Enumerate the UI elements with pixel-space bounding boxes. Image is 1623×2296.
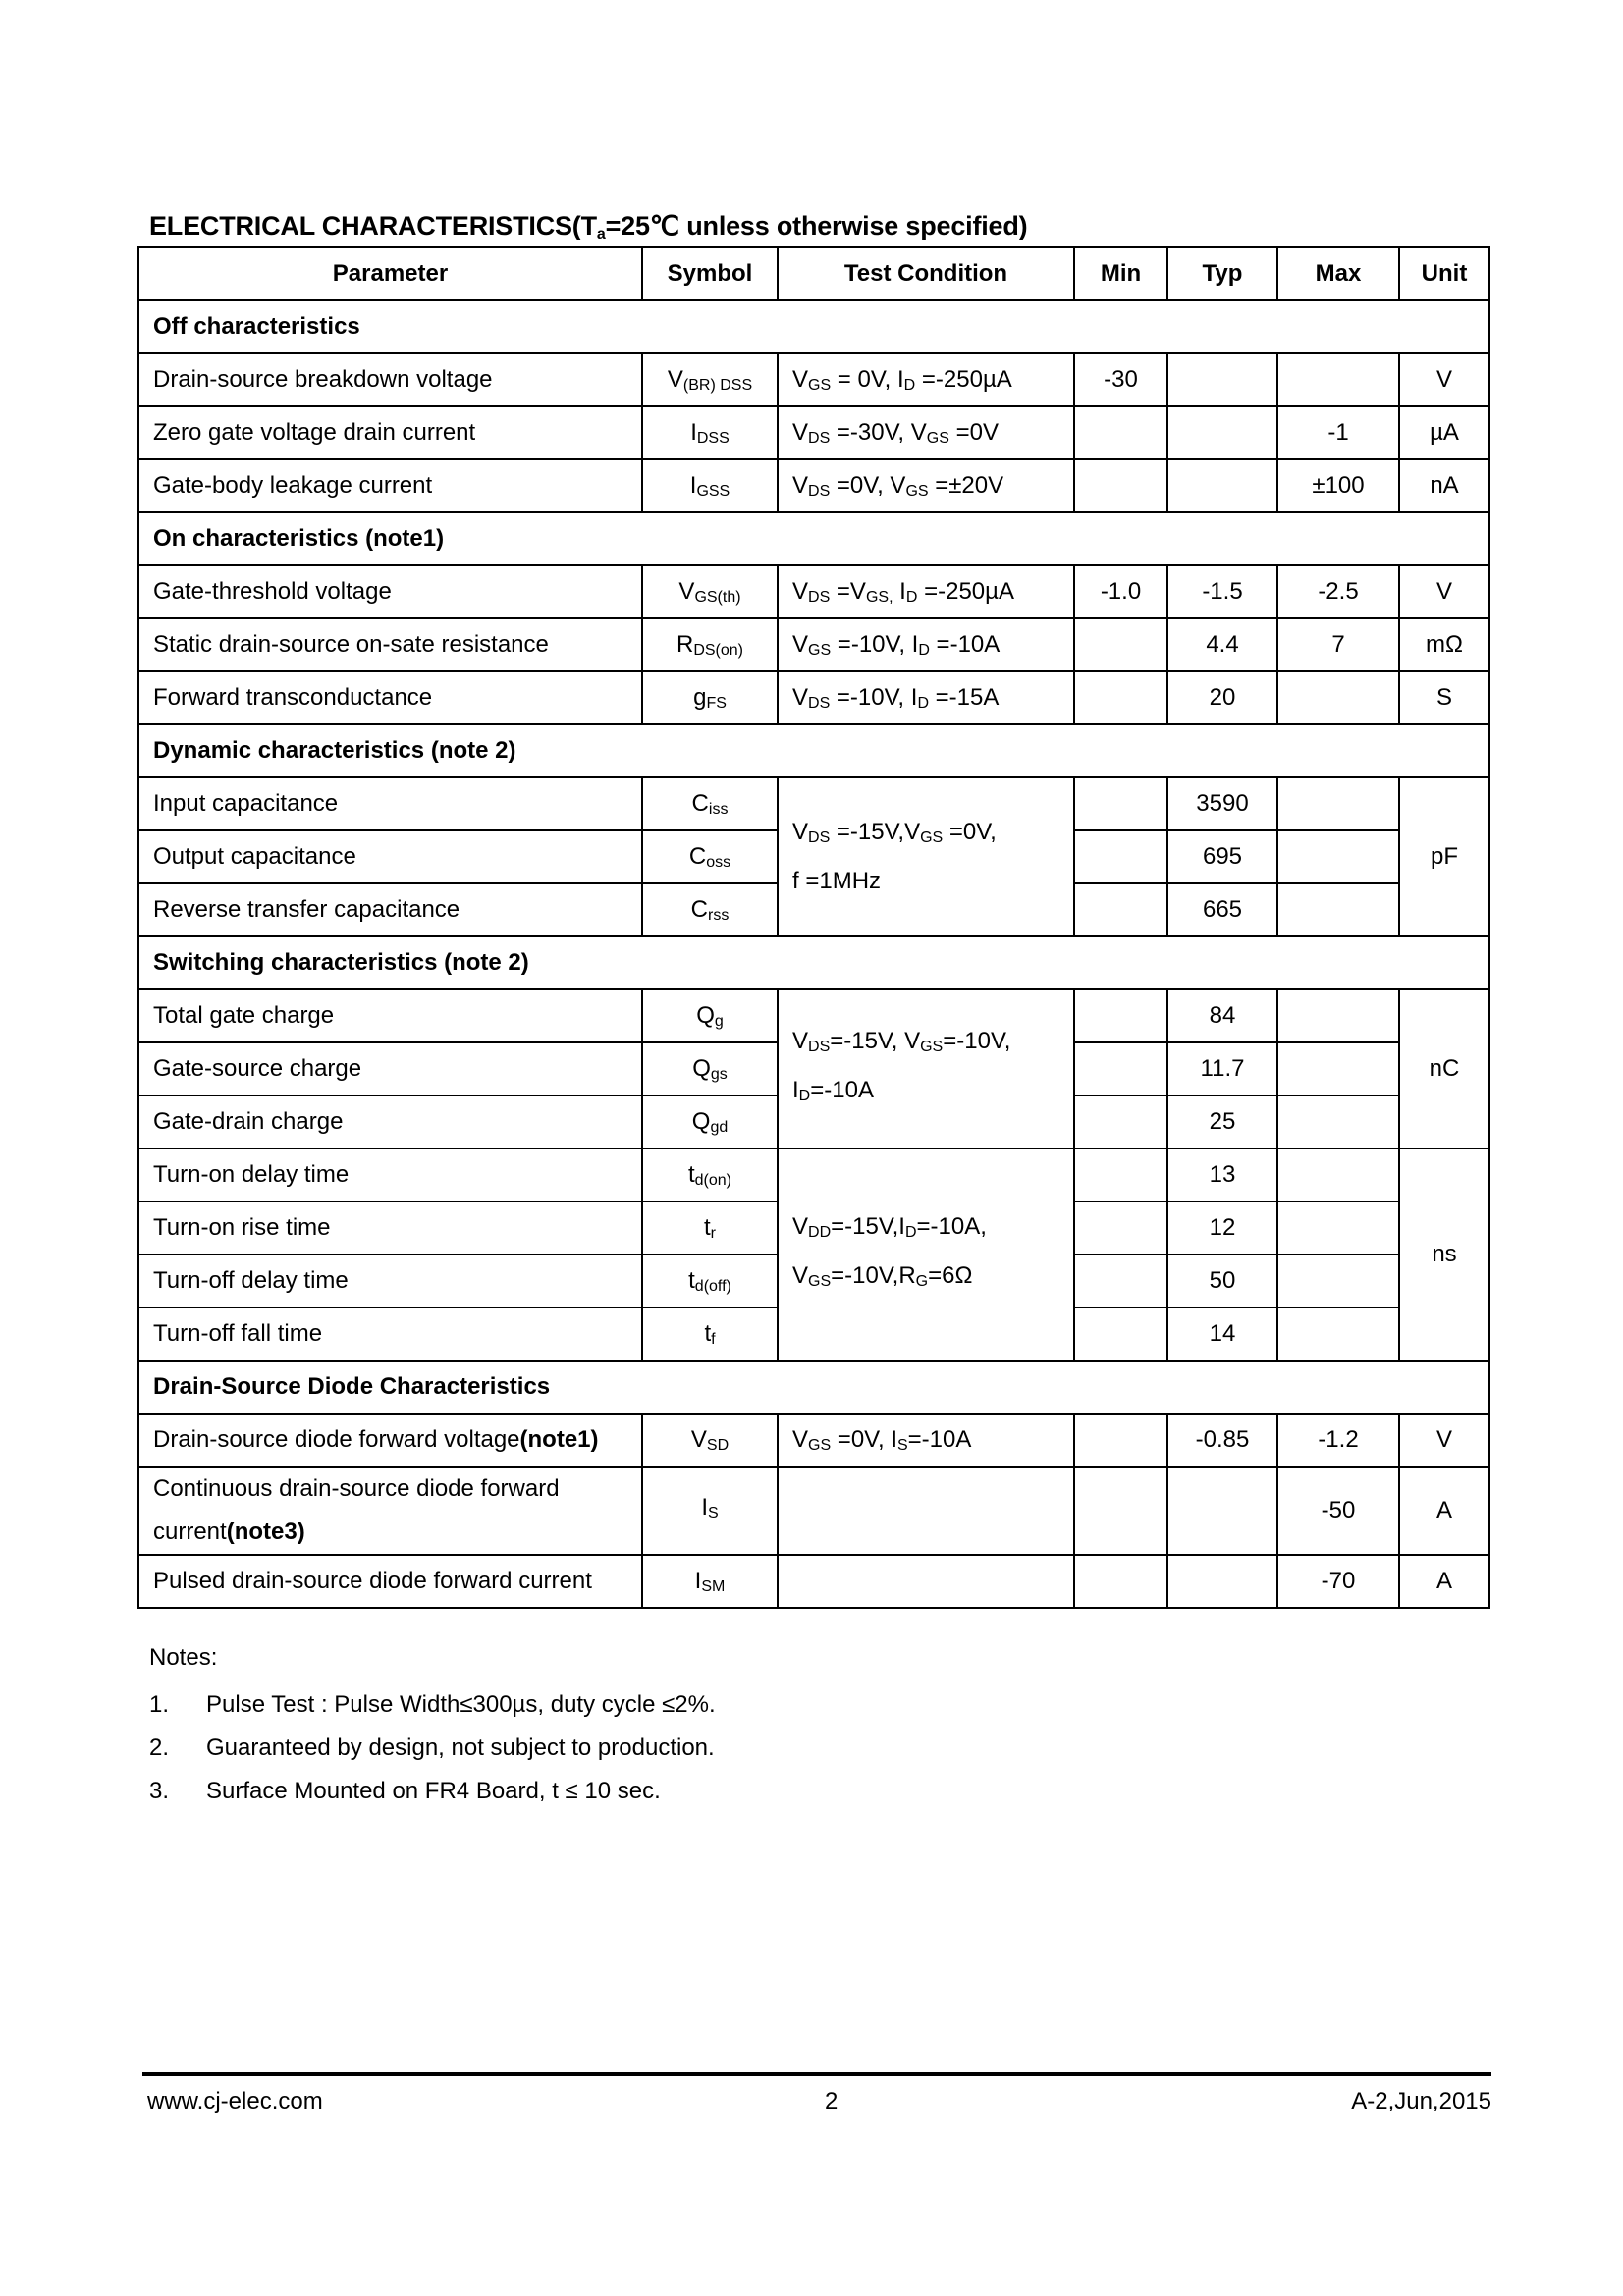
condition-cell-group: $V_{DS} =-15V,V_{GS} =0V$, f =1MHz	[778, 777, 1074, 936]
param-cell: Turn-off delay time	[138, 1255, 642, 1308]
notes	[149, 1644, 716, 1813]
symbol-cell: $t_{d(on)}$	[642, 1148, 778, 1201]
header-row	[138, 247, 1489, 300]
param-cell: Forward transconductance	[138, 671, 642, 724]
symbol-cell: $C_{oss}$	[642, 830, 778, 883]
typ-cell: 84	[1167, 989, 1277, 1042]
note-number: 2.	[149, 1735, 170, 1761]
unit-cell: A	[1399, 1555, 1489, 1608]
max-cell	[1277, 1042, 1399, 1095]
param-cell: Static drain-source on-sate resistance	[138, 618, 642, 671]
section-diode: Drain-Source Diode Characteristics	[138, 1361, 1489, 1414]
section-row	[138, 512, 1489, 565]
symbol-cell: $C_{iss}$	[642, 777, 778, 830]
symbol-cell: $I_{SM}$	[642, 1555, 778, 1608]
table-row	[138, 1555, 1489, 1608]
note-item	[149, 1727, 716, 1770]
max-cell: -1.2	[1277, 1414, 1399, 1467]
param-cell: Drain-source breakdown voltage	[138, 353, 642, 406]
typ-cell	[1167, 459, 1277, 512]
param-cell: Output capacitance	[138, 830, 642, 883]
unit-cell: nA	[1399, 459, 1489, 512]
min-cell	[1074, 883, 1167, 936]
condition-cell: $V_{GS} = 0V$, $I_D =-250\mu A$	[778, 353, 1074, 406]
condition-cell	[778, 1555, 1074, 1608]
table-row	[138, 1148, 1489, 1201]
max-cell	[1277, 353, 1399, 406]
typ-cell: 13	[1167, 1148, 1277, 1201]
unit-cell: S	[1399, 671, 1489, 724]
min-cell	[1074, 777, 1167, 830]
note-item	[149, 1770, 716, 1813]
footer-revision: A-2,Jun,2015	[1351, 2088, 1491, 2114]
table-row	[138, 618, 1489, 671]
typ-cell	[1167, 1555, 1277, 1608]
notes-header: Notes:	[149, 1644, 218, 1671]
param-cell: Reverse transfer capacitance	[138, 883, 642, 936]
max-cell	[1277, 883, 1399, 936]
max-cell	[1277, 1308, 1399, 1361]
note-text: Pulse Test : Pulse Width≤300µs, duty cycle ≤2%.	[206, 1691, 716, 1718]
unit-cell: µA	[1399, 406, 1489, 459]
max-cell	[1277, 777, 1399, 830]
typ-cell: 4.4	[1167, 618, 1277, 671]
max-cell	[1277, 1201, 1399, 1255]
footer-website[interactable]: www.cj-elec.com	[147, 2088, 323, 2114]
typ-cell: 25	[1167, 1095, 1277, 1148]
typ-cell: 20	[1167, 671, 1277, 724]
max-cell: 7	[1277, 618, 1399, 671]
note-text: Surface Mounted on FR4 Board, t ≤ 10 sec.	[206, 1778, 661, 1804]
typ-cell: 665	[1167, 883, 1277, 936]
table-row	[138, 777, 1489, 830]
symbol-cell: $I_{GSS}$	[642, 459, 778, 512]
symbol-cell: $t_{d(off)}$	[642, 1255, 778, 1308]
symbol-cell: $t_r$	[642, 1201, 778, 1255]
condition-cell: $V_{GS} =-10V$, $I_D =-10A$	[778, 618, 1074, 671]
symbol-cell: $I_S$	[642, 1467, 778, 1555]
symbol-cell: $V_{(BR) DSS}$	[642, 353, 778, 406]
max-cell: -70	[1277, 1555, 1399, 1608]
param-cell: Gate-drain charge	[138, 1095, 642, 1148]
param-cell: Zero gate voltage drain current	[138, 406, 642, 459]
max-cell	[1277, 830, 1399, 883]
note-number: 1.	[149, 1691, 170, 1718]
symbol-cell: $R_{DS(on)}$	[642, 618, 778, 671]
section-switching: Switching characteristics (note 2)	[138, 936, 1489, 989]
symbol-cell: $I_{DSS}$	[642, 406, 778, 459]
unit-cell: mΩ	[1399, 618, 1489, 671]
symbol-cell: $g_{FS}$	[642, 671, 778, 724]
symbol-cell: $t_f$	[642, 1308, 778, 1361]
condition-cell	[778, 1467, 1074, 1555]
unit-cell: pF	[1399, 777, 1489, 936]
section-row	[138, 936, 1489, 989]
col-symbol: Symbol	[642, 247, 778, 300]
unit-cell: ns	[1399, 1148, 1489, 1361]
param-cell: Turn-on rise time	[138, 1201, 642, 1255]
typ-cell: 695	[1167, 830, 1277, 883]
min-cell	[1074, 618, 1167, 671]
electrical-characteristics-table	[137, 246, 1490, 1609]
section-row	[138, 1361, 1489, 1414]
col-typ: Typ	[1167, 247, 1277, 300]
param-cell: Gate-threshold voltage	[138, 565, 642, 618]
min-cell	[1074, 1201, 1167, 1255]
title-suffix: =25℃ unless otherwise specified)	[605, 211, 1028, 240]
unit-cell: A	[1399, 1467, 1489, 1555]
min-cell: -1.0	[1074, 565, 1167, 618]
max-cell: -1	[1277, 406, 1399, 459]
table-row	[138, 1414, 1489, 1467]
typ-cell	[1167, 1467, 1277, 1555]
param-cell: Input capacitance	[138, 777, 642, 830]
condition-cell-group: $V_{DD}=-15V,I_D=-10A$, $V_{GS}=-10V,R_G=6\Omega$	[778, 1148, 1074, 1361]
symbol-cell: $Q_{gd}$	[642, 1095, 778, 1148]
typ-cell: 50	[1167, 1255, 1277, 1308]
max-cell	[1277, 671, 1399, 724]
table-row	[138, 1467, 1489, 1555]
col-max: Max	[1277, 247, 1399, 300]
unit-cell: V	[1399, 1414, 1489, 1467]
param-cell: Total gate charge	[138, 989, 642, 1042]
typ-cell: -0.85	[1167, 1414, 1277, 1467]
max-cell: -2.5	[1277, 565, 1399, 618]
typ-cell	[1167, 406, 1277, 459]
table-row	[138, 671, 1489, 724]
typ-cell: 12	[1167, 1201, 1277, 1255]
min-cell	[1074, 459, 1167, 512]
param-cell: Gate-body leakage current	[138, 459, 642, 512]
condition-cell: $V_{GS} =0V$, $I_S=-10A$	[778, 1414, 1074, 1467]
max-cell	[1277, 1095, 1399, 1148]
min-cell	[1074, 671, 1167, 724]
title-subscript: a	[596, 226, 606, 242]
condition-cell: $V_{DS} =-30V$, $V_{GS} =0V$	[778, 406, 1074, 459]
param-cell: Drain-source diode forward voltage(note1)	[138, 1414, 642, 1467]
min-cell	[1074, 1555, 1167, 1608]
typ-cell: 11.7	[1167, 1042, 1277, 1095]
unit-cell: V	[1399, 565, 1489, 618]
col-test-condition: Test Condition	[778, 247, 1074, 300]
symbol-cell: $V_{SD}$	[642, 1414, 778, 1467]
param-cell: Gate-source charge	[138, 1042, 642, 1095]
section-off: Off characteristics	[138, 300, 1489, 353]
min-cell	[1074, 406, 1167, 459]
table-row	[138, 459, 1489, 512]
section-row	[138, 300, 1489, 353]
section-on: On characteristics (note1)	[138, 512, 1489, 565]
symbol-cell: $Q_g$	[642, 989, 778, 1042]
unit-cell: V	[1399, 353, 1489, 406]
condition-cell: $V_{DS} =0V$, $V_{GS} =\pm 20V$	[778, 459, 1074, 512]
table-row	[138, 406, 1489, 459]
condition-cell-group: $V_{DS}=-15V$, $V_{GS}=-10V$, $I_D=-10A$	[778, 989, 1074, 1148]
symbol-cell: $Q_{gs}$	[642, 1042, 778, 1095]
symbol-cell: $V_{GS(th)}$	[642, 565, 778, 618]
table-row	[138, 989, 1489, 1042]
min-cell	[1074, 1042, 1167, 1095]
condition-cell: $V_{DS} =V_{GS,}$ $I_D =-250\mu A$	[778, 565, 1074, 618]
title-text: ELECTRICAL CHARACTERISTICS(T	[149, 211, 597, 240]
min-cell	[1074, 830, 1167, 883]
min-cell	[1074, 1095, 1167, 1148]
typ-cell	[1167, 353, 1277, 406]
max-cell	[1277, 989, 1399, 1042]
min-cell	[1074, 1255, 1167, 1308]
footer-divider	[142, 2072, 1491, 2076]
note-text: Guaranteed by design, not subject to production.	[206, 1735, 715, 1761]
max-cell: ±100	[1277, 459, 1399, 512]
min-cell	[1074, 1308, 1167, 1361]
unit-cell: nC	[1399, 989, 1489, 1148]
min-cell	[1074, 1467, 1167, 1555]
condition-cell: $V_{DS} =-10V$, $I_D =-15A$	[778, 671, 1074, 724]
note-item	[149, 1683, 716, 1727]
typ-cell: -1.5	[1167, 565, 1277, 618]
param-cell: Pulsed drain-source diode forward current	[138, 1555, 642, 1608]
footer-page-number: 2	[825, 2088, 839, 2114]
page-title	[149, 211, 1027, 243]
section-dynamic: Dynamic characteristics (note 2)	[138, 724, 1489, 777]
min-cell	[1074, 989, 1167, 1042]
note-number: 3.	[149, 1778, 170, 1804]
param-cell: Turn-off fall time	[138, 1308, 642, 1361]
col-min: Min	[1074, 247, 1167, 300]
col-unit: Unit	[1399, 247, 1489, 300]
min-cell	[1074, 1414, 1167, 1467]
typ-cell: 14	[1167, 1308, 1277, 1361]
param-cell: Turn-on delay time	[138, 1148, 642, 1201]
max-cell	[1277, 1148, 1399, 1201]
max-cell	[1277, 1255, 1399, 1308]
section-row	[138, 724, 1489, 777]
min-cell	[1074, 1148, 1167, 1201]
symbol-cell: $C_{rss}$	[642, 883, 778, 936]
max-cell: -50	[1277, 1467, 1399, 1555]
typ-cell: 3590	[1167, 777, 1277, 830]
table-row	[138, 353, 1489, 406]
col-parameter: Parameter	[138, 247, 642, 300]
table-row	[138, 565, 1489, 618]
param-cell: Continuous drain-source diode forward current(note3)	[138, 1467, 642, 1555]
min-cell: -30	[1074, 353, 1167, 406]
